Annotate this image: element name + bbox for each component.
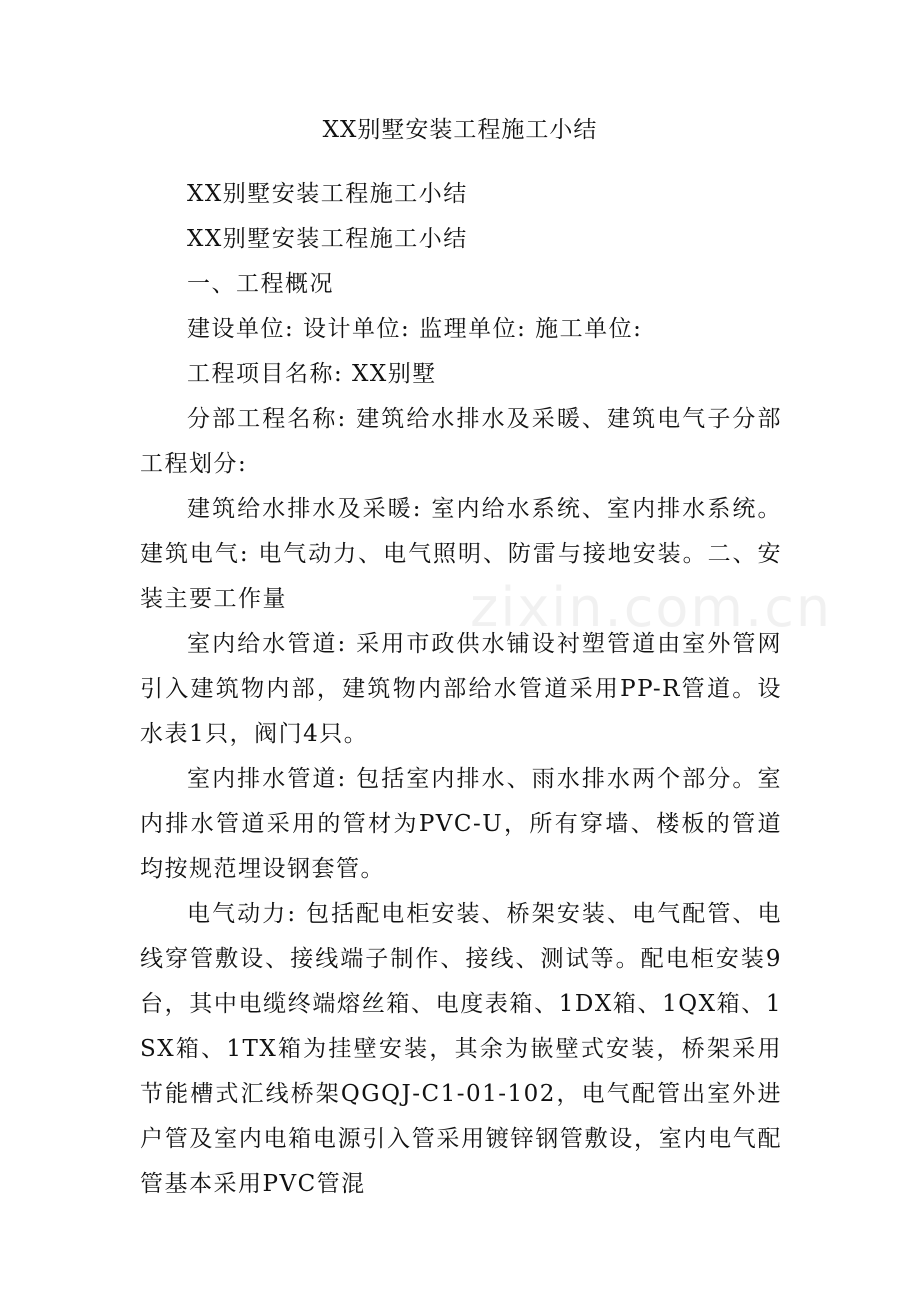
paragraph-drainage: 室内排水管道: 包括室内排水、雨水排水两个部分。室内排水管道采用的管材为PVC-U，所有穿墙、楼板的管道均按规范埋设钢套管。 [140, 766, 782, 882]
paragraph-subtitle-2: XX别墅安装工程施工小结 [187, 226, 468, 252]
paragraph-project-name: 工程项目名称: XX别墅 [187, 361, 437, 387]
paragraph-electrical-power: 电气动力: 包括配电柜安装、桥架安装、电气配管、电线穿管敷设、接线端子制作、接线、测试等。配电柜安装9台，其中电缆终端熔丝箱、电度表箱、1DX箱、1QX箱、1SX箱、1TX箱为挂壁安装，其余为嵌壁式安装，桥架采用节能槽式汇线桥架QGQJ-C1-01-102，电气配管出室外进户管及室内电箱电源引入管采用镀锌钢管敷设，室内电气配管基本采用PVC管混 [140, 901, 782, 1197]
document-title: XX别墅安装工程施工小结 [322, 117, 598, 143]
paragraph-units: 建设单位: 设计单位: 监理单位: 施工单位: [187, 316, 643, 342]
paragraph-water-supply: 室内给水管道: 采用市政供水铺设衬塑管道由室外管网引入建筑物内部，建筑物内部给水管道采用PP-R管道。设水表1只，阀门4只。 [140, 631, 782, 747]
paragraph-division: 建筑给水排水及采暖: 室内给水系统、室内排水系统。建筑电气: 电气动力、电气照明、防雷与接地安装。二、安装主要工作量 [140, 496, 782, 612]
section-heading-overview: 一、工程概况 [187, 271, 334, 297]
watermark: zixin.com.cn [470, 576, 833, 639]
paragraph-subproject: 分部工程名称: 建筑给水排水及采暖、建筑电气子分部工程划分: [140, 406, 782, 477]
document-body [140, 172, 782, 1207]
paragraph-subtitle-1: XX别墅安装工程施工小结 [187, 181, 468, 207]
